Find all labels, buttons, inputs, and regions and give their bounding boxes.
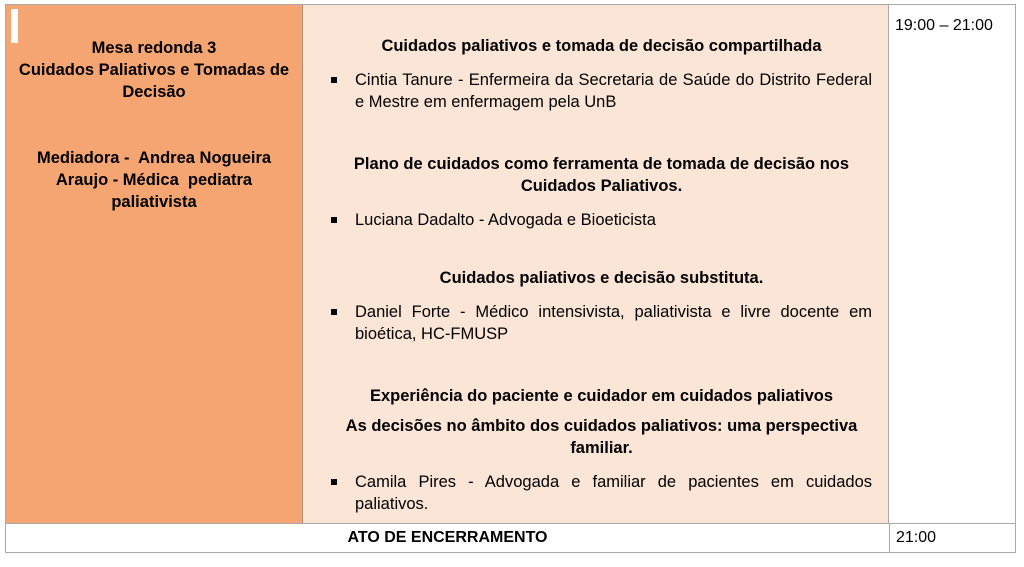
time-cell: [889, 5, 1015, 523]
bullet-square-icon: [331, 217, 337, 223]
speaker-text: Camila Pires - Advogada e familiar de pacientes em cuidados paliativos.: [355, 473, 872, 513]
text-cursor: [11, 9, 18, 43]
session-heading: Plano de cuidados como ferramenta de tomada de decisão nos Cuidados Paliativos.: [353, 155, 850, 195]
session-info-cell: [6, 5, 303, 523]
closing-time: 21:00: [896, 529, 937, 546]
session-subheading: As decisões no âmbito dos cuidados paliativos: uma perspectiva familiar.: [345, 417, 858, 457]
bullet-square-icon: [331, 479, 337, 485]
session-heading: Cuidados paliativos e tomada de decisão compartilhada: [381, 37, 822, 55]
schedule-table: [5, 4, 1016, 553]
bullet-square-icon: [331, 309, 337, 315]
speaker-item: [331, 209, 872, 231]
session-block: [331, 267, 872, 345]
speaker-item: [331, 301, 872, 345]
closing-time-cell: [890, 524, 1015, 552]
speaker-item: [331, 69, 872, 113]
session-block: [331, 153, 872, 231]
session-block: [331, 385, 872, 515]
session-row: [6, 5, 1015, 523]
bullet-square-icon: [331, 77, 337, 83]
speaker-text: Luciana Dadalto - Advogada e Bioeticista: [355, 211, 656, 229]
session-heading: Experiência do paciente e cuidador em cuidados paliativos: [369, 387, 834, 405]
closing-cell: [6, 524, 890, 552]
speaker-text: Cintia Tanure - Enfermeira da Secretaria de Saúde do Distrito Federal e Mestre em enfermagem pela UnB: [355, 71, 872, 111]
session-block: [331, 35, 872, 113]
closing-label: ATO DE ENCERRAMENTO: [347, 529, 548, 546]
mediator-text: Mediadora - Andrea Nogueira Araujo - Médica pediatra paliativista: [36, 149, 276, 211]
time-range: 19:00 – 21:00: [895, 17, 993, 34]
session-title-line2: Cuidados Paliativos e Tomadas de Decisão: [18, 61, 290, 101]
speaker-item: [331, 471, 872, 515]
sessions-cell: [303, 5, 889, 523]
session-title-line1: Mesa redonda 3: [91, 39, 217, 57]
speaker-text: Daniel Forte - Médico intensivista, paliativista e livre docente em bioética, HC-FMUSP: [355, 303, 872, 343]
session-heading: Cuidados paliativos e decisão substituta.: [439, 269, 764, 287]
session-title: [14, 37, 294, 103]
closing-row: [6, 523, 1015, 552]
